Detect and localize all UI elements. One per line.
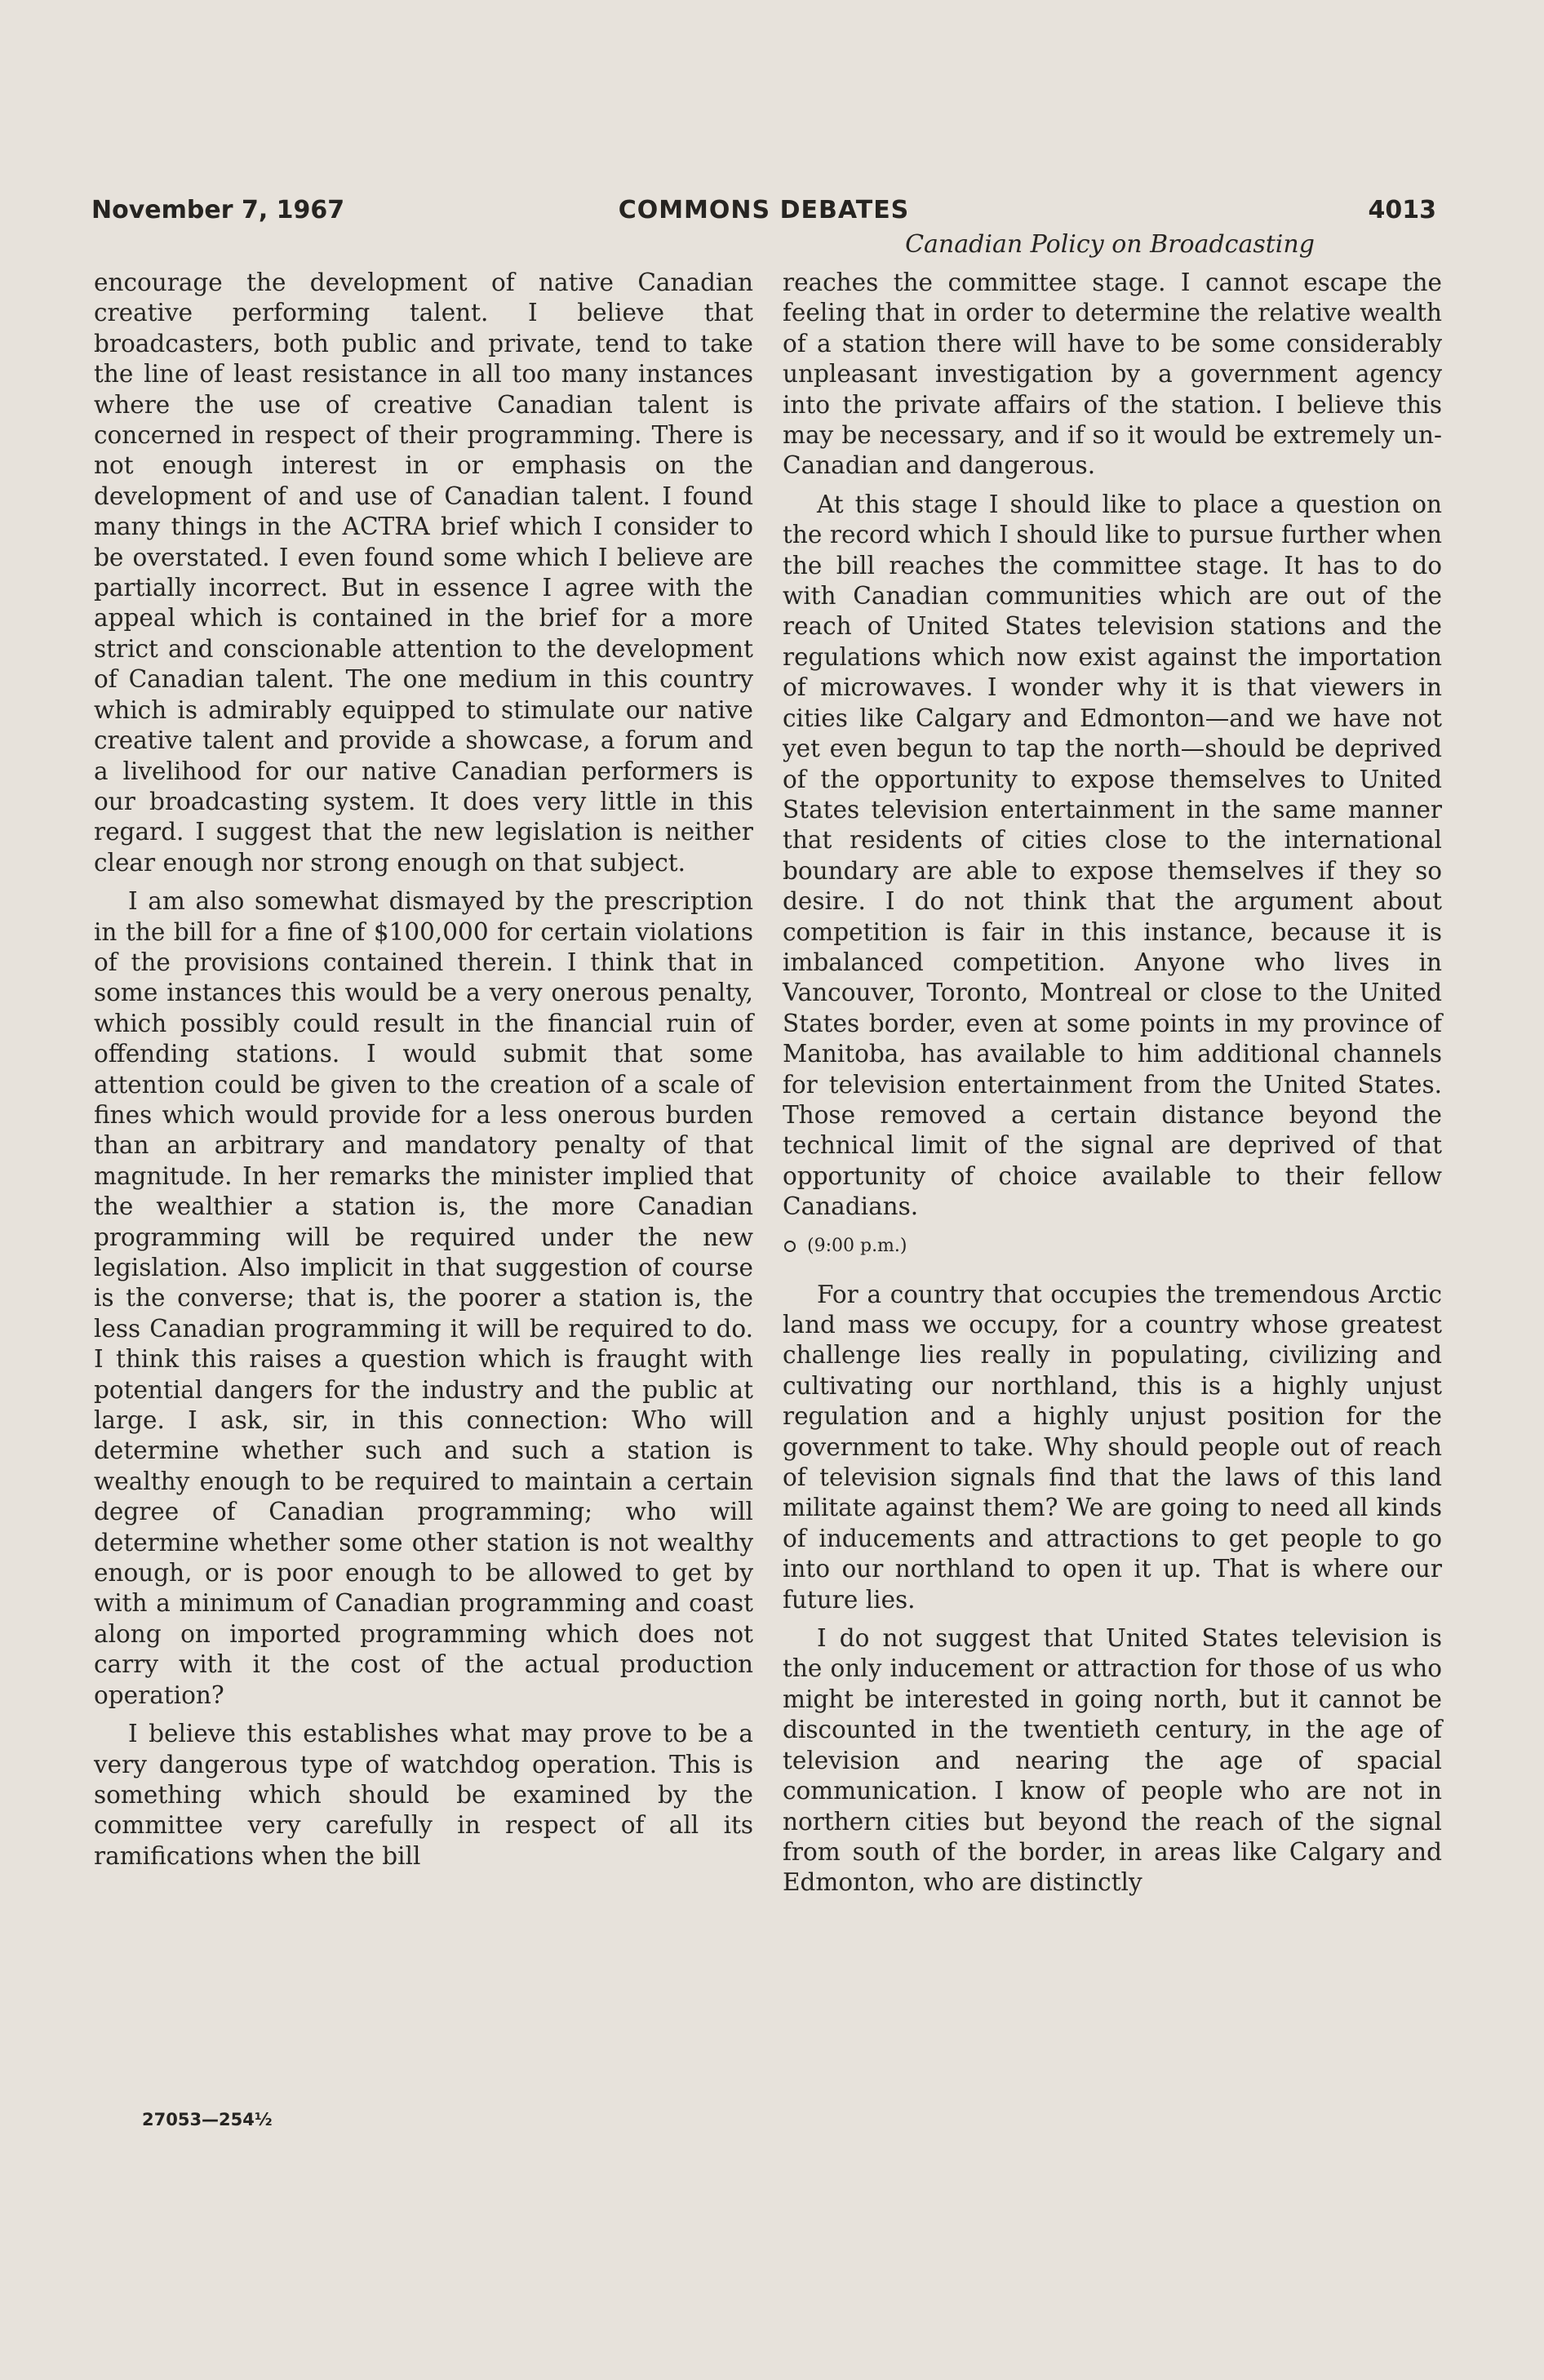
- header-page-number: 4013: [1368, 196, 1436, 224]
- paragraph: reaches the committee stage. I cannot escape the feeling that in order to determine the relative wealth of a station there will have to be some considerably unpleasant investigation by a government agency into the private affairs of the station. I believe this may be necessary, and if so it would be extremely un-Canadian and dangerous.: [783, 269, 1442, 480]
- timestamp-row: [783, 1231, 1442, 1262]
- right-column: [783, 268, 1442, 1907]
- paragraph: encourage the development of native Canadian creative performing talent. I believe that broadcasters, both public and private, tend to take the line of least resistance in all too many instances where the use of creative Canadian talent is concerned in respect of their programming. There is not enough interest in or emphasis on the development of and use of Canadian talent. I found many things in the ACTRA brief which I consider to be overstated. I even found some which I believe are partially incorrect. But in essence I agree with the appeal which is contained in the brief for a more strict and conscionable attention to the development of Canadian talent. The one medium in this country which is admirably equipped to stimulate our native creative talent and provide a showcase, a forum and a livelihood for our native Canadian performers is our broadcasting system. It does very little in this regard. I suggest that the new legislation is neither clear enough nor strong enough on that subject.: [94, 269, 753, 877]
- paragraph: I am also somewhat dismayed by the prescription in the bill for a fine of $100,000 for certain violations of the provisions contained therein. I think that in some instances this would be a very onerous penalty, which possibly could result in the financial ruin of offending stations. I would submit that some attention could be given to the creation of a scale of fines which would provide for a less onerous burden than an arbitrary and mandatory penalty of that magnitude. In her remarks the minister implied that the wealthier a station is, the more Canadian programming will be required under the new legislation. Also implicit in that suggestion of course is the converse; that is, the poorer a station is, the less Canadian programming it will be required to do. I think this raises a question which is fraught with potential dangers for the industry and the public at large. I ask, sir, in this connection: Who will determine whether such and such a station is wealthy enough to be required to maintain a certain degree of Canadian programming; who will determine whether some other station is not wealthy enough, or is poor enough to be allowed to get by with a minimum of Canadian programming and coast along on imported programming which does not carry with it the cost of the actual production operation?: [94, 887, 753, 1709]
- timestamp: (9:00 p.m.): [807, 1235, 907, 1256]
- page-header: [91, 193, 1436, 229]
- paragraph: For a country that occupies the tremendous Arctic land mass we occupy, for a country whose greatest challenge lies really in populating, civilizing and cultivating our northland, this is a highly unjust regulation and a highly unjust position for the government to take. Why should people out of reach of television signals find that the laws of this land militate against them? We are going to need all kinds of inducements and attractions to get people to go into our northland to open it up. That is where our future lies.: [783, 1280, 1442, 1614]
- header-date: November 7, 1967: [91, 196, 345, 224]
- header-title: COMMONS DEBATES: [618, 196, 910, 224]
- paragraph: I do not suggest that United States television is the only inducement or attraction for those of us who might be interested in going north, but it cannot be discounted in the twentieth century, in the age of television and nearing the age of spacial communication. I know of people who are not in northern cities but beyond the reach of the signal from south of the border, in areas like Calgary and Edmonton, who are distinctly: [783, 1624, 1442, 1897]
- paragraph: I believe this establishes what may prove to be a very dangerous type of watchdog operation. This is something which should be examined by the committee very carefully in respect of all its ramifications when the bill: [94, 1720, 753, 1870]
- footer-code: 27053—254½: [142, 2110, 273, 2129]
- paragraph: At this stage I should like to place a question on the record which I should like to pursue further when the bill reaches the committee stage. It has to do with Canadian communities which are out of the reach of United States television stations and the regulations which now exist against the importation of microwaves. I wonder why it is that viewers in cities like Calgary and Edmonton—and we have not yet even begun to tap the north—should be deprived of the opportunity to expose themselves to United States television entertainment in the same manner that residents of cities close to the international boundary are able to expose themselves if they so desire. I do not think that the argument about competition is fair in this instance, because it is imbalanced competition. Anyone who lives in Vancouver, Toronto, Montreal or close to the United States border, even at some points in my province of Manitoba, has available to him additional channels for television entertainment from the United States. Those removed a certain distance beyond the technical limit of the signal are deprived of that opportunity of choice available to their fellow Canadians.: [783, 490, 1442, 1221]
- bullet-icon: [784, 1241, 796, 1252]
- left-column: [94, 268, 753, 1880]
- section-subtitle: Canadian Policy on Broadcasting: [905, 230, 1315, 259]
